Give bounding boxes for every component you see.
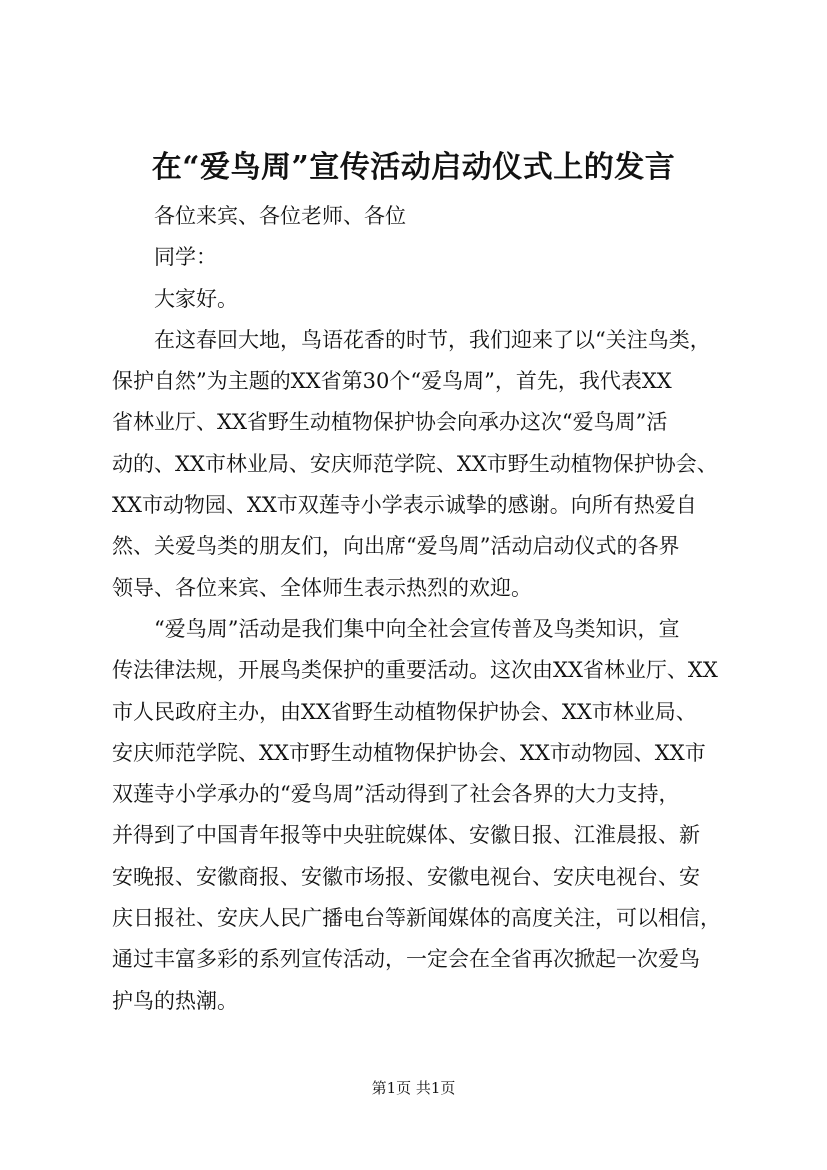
salutation-line: 各位来宾、各位老师、各位 xyxy=(154,204,406,228)
paragraph-line: 护鸟的热潮。 xyxy=(112,988,238,1013)
paragraph-line: 保护自然”为主题的XX省第30个“爱鸟周”，首先，我代表XX xyxy=(112,369,672,394)
paragraph-line: 庆日报社、安庆人民广播电台等新闻媒体的高度关注，可以相信， xyxy=(112,906,721,931)
paragraph-line: 然、关爱鸟类的朋友们，向出席“爱鸟周”活动启动仪式的各界 xyxy=(112,534,680,559)
paragraph-line: 通过丰富多彩的系列宣传活动，一定会在全省再次掀起一次爱鸟 xyxy=(112,947,700,972)
salutation-line: 同学： xyxy=(154,245,217,270)
paragraph-line: 安晚报、安徽商报、安徽市场报、安徽电视台、安庆电视台、安 xyxy=(112,864,700,889)
paragraph-line: 省林业厅、XX省野生动植物保护协会向承办这次“爱鸟周”活 xyxy=(112,410,668,435)
paragraph-line: 市人民政府主办，由XX省野生动植物保护协会、XX市林业局、 xyxy=(112,699,697,724)
paragraph-line: 双莲寺小学承办的“爱鸟周”活动得到了社会各界的大力支持， xyxy=(112,782,680,807)
page-footer: 第1页 共1页 xyxy=(371,1079,456,1097)
paragraph-line: 动的、XX市林业局、安庆师范学院、XX市野生动植物保护协会、 xyxy=(112,451,718,476)
document-title: 在“爱鸟周”宣传活动启动仪式上的发言 xyxy=(151,150,676,185)
document-body xyxy=(112,196,724,1022)
paragraph-line: XX市动物园、XX市双莲寺小学表示诚挚的感谢。向所有热爱自 xyxy=(112,493,697,518)
paragraph-line: 领导、各位来宾、全体师生表示热烈的欢迎。 xyxy=(112,575,532,600)
salutation-line: 大家好。 xyxy=(154,286,238,311)
paragraph-line: 传法律法规，开展鸟类保护的重要活动。这次由XX省林业厅、XX xyxy=(112,658,718,683)
paragraph-line: 安庆师范学院、XX市野生动植物保护协会、XX市动物园、XX市 xyxy=(112,740,706,765)
paragraph-line: “爱鸟周”活动是我们集中向全社会宣传普及鸟类知识，宣 xyxy=(154,616,680,641)
paragraph-line: 在这春回大地，鸟语花香的时节，我们迎来了以“关注鸟类， xyxy=(154,327,711,352)
paragraph-line: 并得到了中国青年报等中央驻皖媒体、安徽日报、江淮晨报、新 xyxy=(112,823,700,848)
